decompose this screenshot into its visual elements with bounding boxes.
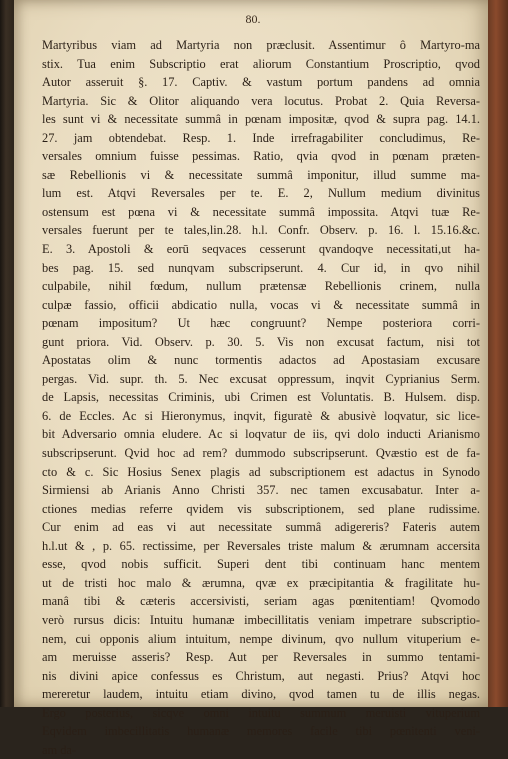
- text-line: versales omnium fuisse pessimas. Ratio, qvia qvod in pœnam præten-: [42, 149, 480, 164]
- text-line: 27. jam obtendebat. Resp. 1. Inde irrefragabiliter concludimus, Re-: [42, 130, 480, 145]
- text-line: lum est. Atqvi Reversales per te. E. 2, Nullum medium divinitus: [42, 186, 480, 201]
- text-line: stix. Tua enim Subscriptio erat aliorum Constantium Proscriptio, qvod: [42, 56, 480, 71]
- text-line: am da-: [42, 742, 77, 757]
- text-line: ostensum est pœna vi & necessitate summâ impossita. Atqvi tuæ Re-: [42, 204, 480, 219]
- text-line: am meruisse asseris? Resp. Aut per Reversales in summo tentami-: [42, 650, 480, 665]
- body-text: [42, 36, 480, 759]
- text-line: Autor asseruit §. 17. Captiv. & vastum portum pandens ad omnia: [42, 75, 480, 90]
- book-edge: [488, 0, 508, 707]
- text-line: subscripserunt. Qvid hoc ad rem? dummodo subscripserunt. Qvæstio est de fa-: [42, 446, 480, 461]
- text-line: Martyria. Sic & Olitor aliquando vera locutus. Probat 2. Quia Reversa-: [42, 93, 480, 108]
- text-line: Cur enim ad eas vi aut necessitate summâ adigereris? Fateris autem: [42, 520, 480, 535]
- text-line: Ergo posterius, sicqve omni intuitu summum meruisti vituperium: [42, 705, 480, 720]
- text-line: nis divini apice confessus es Christum, aut negasti. Prius? Atqvi hoc: [42, 668, 480, 683]
- text-line: les sunt vi & necessitate summâ in pœnam impositæ, qvod & supra pag. 14.1.: [42, 112, 480, 127]
- text-line: versales fuerunt per te tales,lin.28. h.l. Confr. Observ. p. 16. l. 15.16.&c.: [42, 223, 480, 238]
- text-line: Martyribus viam ad Martyria non præclusit. Assentimur ô Martyro-ma: [42, 38, 480, 52]
- text-line: 6. de Eccles. Ac si Hieronymus, inqvit, figuratè & abusivè loqvatur, sic lice-: [42, 408, 480, 423]
- text-line: culpabile, nihil fœdum, nullum prætensæ Rebellionis crinem, nulla: [42, 279, 480, 294]
- text-line: cto & c. Sic Hosius Senex plagis ad subscriptionem est adactus in Synodo: [42, 464, 480, 479]
- text-line: gunt priora. Vid. Observ. p. 30. 5. Vis non excusat factum, nisi tot: [42, 334, 480, 349]
- text-line: E. 3. Apostoli & eorū seqvaces cesserunt qvandoqve necessitati,ut ha-: [42, 242, 480, 257]
- text-line: sæ Rebellionis vi & necessitate summâ imponitur, illud summe ma-: [42, 167, 480, 182]
- text-line: nem, cui opponis alium intuitum, nempe divinum, qvo nullum vituperium e-: [42, 631, 480, 646]
- text-line: pergas. Vid. supr. th. 5. Nec excusat oppressum, inqvit Cyprianius Serm.: [42, 371, 480, 386]
- text-line: Eqvidem imbecillitatis humanæ memores facile tibi pœnitenti veni-: [42, 724, 480, 739]
- text-line: bes pag. 15. sed nunqvam subscripserunt. 4. Cur id, in qvo nihil: [42, 260, 480, 275]
- text-line: esse, qvod nobis sufficit. Superi dent tibi continuam hanc mentem: [42, 557, 480, 572]
- text-line: manâ tibi & cæteris accersivisti, seriam agas pœnitentiam! Qvomodo: [42, 594, 480, 609]
- page-number: 80.: [245, 12, 261, 26]
- text-line: h.l.ut & , p. 65. rectissime, per Reversales triste malum & ærumnam accersita: [42, 538, 480, 553]
- text-line: Apostatas olim & nunc tormentis adactos ad Apostasiam excusare: [42, 353, 480, 368]
- text-line: pœnam impositum? Ut hæc congruunt? Nempe posteriora corri-: [42, 316, 480, 331]
- text-line: ut de tristi hoc malo & ærumna, qvæ ex præcipitantia & fragilitate hu-: [42, 575, 480, 590]
- text-line: mereretur laudem, intuitu etiam divino, qvod tamen tu de illis negas.: [42, 687, 480, 702]
- text-line: ctiones medias referre qvidem vis subscriptionem, sed plane rudissime.: [42, 501, 480, 516]
- text-line: bit Adversario omnia eludere. Ac si loqvatur de iis, qvi dolo inducti Arianismo: [42, 427, 480, 442]
- text-line: de Lapsis, necessitas Criminis, ubi Crimen est Voluntatis. B. Hulsem. disp.: [42, 390, 480, 405]
- text-line: culpæ fassio, officii abdicatio nulla, vocas vi & necessitate summâ in: [42, 297, 480, 312]
- book-page: [14, 0, 492, 757]
- text-line: Sirmiensi ab Arianis Anno Christi 357. nec tamen excusabatur. Inter a-: [42, 483, 480, 498]
- text-line: verò rursus dicis: Intuitu humanæ imbecillitatis veniam impetrare subscriptio-: [42, 612, 480, 627]
